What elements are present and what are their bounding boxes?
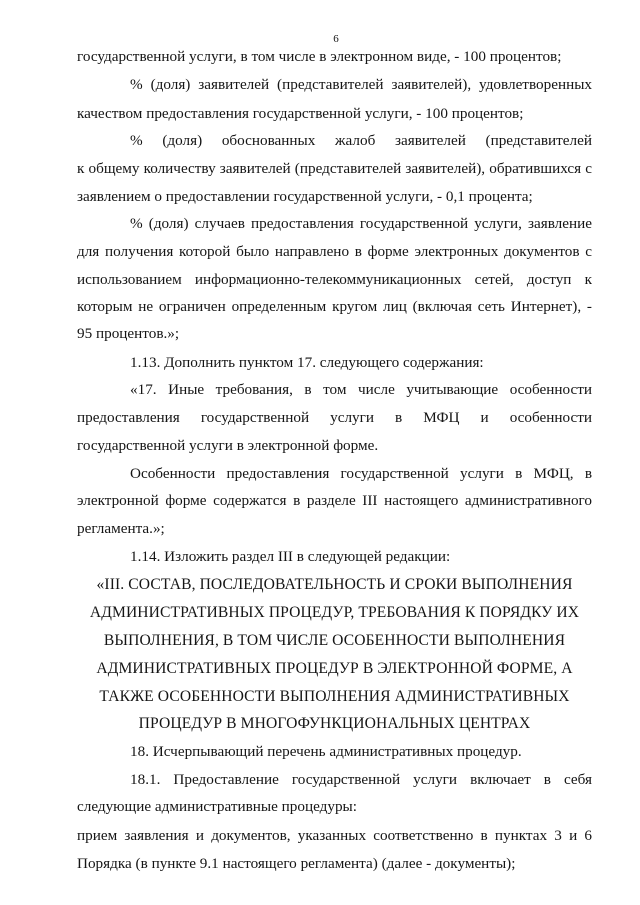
text-line: 18.1. Предоставление государственной услуги включает в себя (130, 771, 592, 788)
text-line: следующие административные процедуры: (77, 798, 357, 815)
section-heading: ВЫПОЛНЕНИЯ, В ТОМ ЧИСЛЕ ОСОБЕННОСТИ ВЫПОЛНЕНИЯ (103, 632, 566, 649)
text-line: % (доля) заявителей (представителей заявителей), удовлетворенных (130, 76, 592, 93)
text-line: «17. Иные требования, в том числе учитывающие особенности (130, 381, 592, 398)
text-line: прием заявления и документов, указанных соответственно в пунктах 3 и 6 (77, 827, 592, 844)
text-line: государственной услуги в электронной форме. (77, 437, 379, 454)
section-heading: АДМИНИСТРАТИВНЫХ ПРОЦЕДУР В ЭЛЕКТРОННОЙ ФОРМЕ, А (96, 660, 573, 677)
section-heading: «III. СОСТАВ, ПОСЛЕДОВАТЕЛЬНОСТЬ И СРОКИ ВЫПОЛНЕНИЯ (96, 576, 573, 593)
text-line: заявлением о предоставлении государственной услуги, - 0,1 процента; (77, 188, 533, 205)
text-line: которым не ограничен определенным кругом лиц (включая сеть Интернет), - (77, 298, 592, 315)
text-line: Особенности предоставления государственной услуги в МФЦ, в (130, 465, 592, 482)
text-line: использованием информационно-телекоммуникационных сетей, доступ к (77, 271, 592, 288)
text-line: качеством предоставления государственной услуги, - 100 процентов; (77, 105, 524, 122)
text-line: % (доля) случаев предоставления государственной услуги, заявление (130, 215, 592, 232)
text-line: % (доля) обоснованных жалоб заявителей (представителей (130, 132, 592, 149)
text-line: электронной форме содержатся в разделе III настоящего административного (77, 492, 592, 509)
section-heading: АДМИНИСТРАТИВНЫХ ПРОЦЕДУР, ТРЕБОВАНИЯ К ПОРЯДКУ ИХ (89, 604, 580, 621)
text-line: регламента.»; (77, 520, 165, 537)
text-line: предоставления государственной услуги в МФЦ и особенности (77, 409, 592, 426)
section-heading: ПРОЦЕДУР В МНОГОФУНКЦИОНАЛЬНЫХ ЦЕНТРАХ (138, 715, 531, 732)
page-number: 6 (333, 33, 339, 45)
text-line: для получения которой было направлено в форме электронных документов с (77, 243, 592, 260)
text-line: 18. Исчерпывающий перечень административных процедур. (130, 743, 522, 760)
text-line: к общему количеству заявителей (представителей заявителей), обратившихся с (77, 160, 592, 177)
section-heading: ТАКЖЕ ОСОБЕННОСТИ ВЫПОЛНЕНИЯ АДМИНИСТРАТИВНЫХ (99, 688, 570, 705)
text-line: 1.14. Изложить раздел III в следующей редакции: (130, 548, 451, 565)
text-line: государственной услуги, в том числе в электронном виде, - 100 процентов; (77, 48, 562, 65)
text-line: 1.13. Дополнить пунктом 17. следующего содержания: (130, 354, 484, 371)
text-line: Порядка (в пункте 9.1 настоящего регламента) (далее - документы); (77, 855, 516, 872)
text-line: 95 процентов.»; (77, 325, 180, 342)
